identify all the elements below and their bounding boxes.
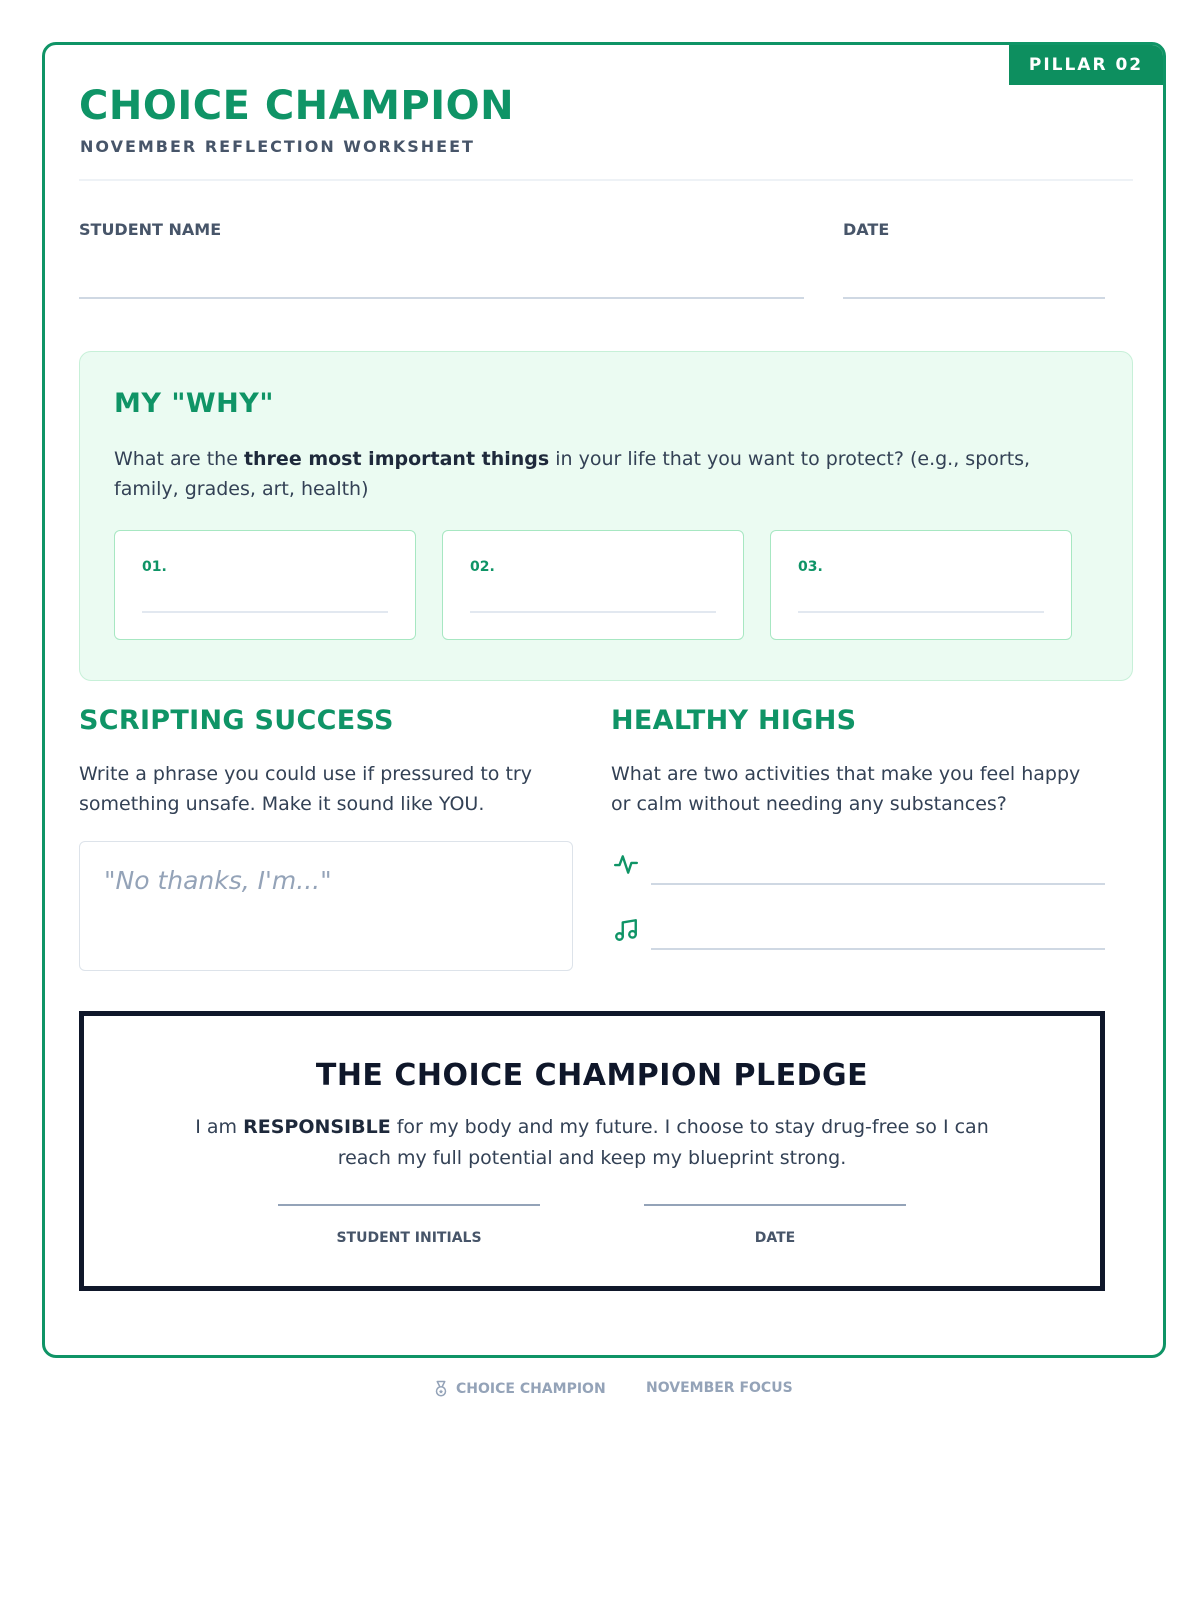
page-subtitle: NOVEMBER REFLECTION WORKSHEET	[80, 137, 475, 156]
pledge-date-label: DATE	[754, 1230, 796, 1246]
music-icon	[613, 917, 639, 943]
medal-icon	[432, 1380, 450, 1398]
why-slot-number: 02.	[470, 559, 495, 575]
activity-icon	[613, 851, 639, 877]
why-slot-line	[470, 611, 716, 613]
worksheet-card	[42, 42, 1166, 1358]
scripting-success-heading: SCRIPTING SUCCESS	[79, 705, 394, 736]
why-slot-line	[142, 611, 388, 613]
date-label: DATE	[843, 220, 890, 239]
student-name-label: STUDENT NAME	[79, 220, 222, 239]
why-slot-number: 03.	[798, 559, 823, 575]
why-slot-3[interactable]	[770, 530, 1072, 640]
initials-signature-line[interactable]	[278, 1204, 540, 1206]
page-title: CHOICE CHAMPION	[79, 83, 515, 129]
pledge-date-line[interactable]	[644, 1204, 906, 1206]
date-field[interactable]	[843, 297, 1105, 299]
pledge-text: I am RESPONSIBLE for my body and my future. I choose to stay drug-free so I can reach my full potential and keep my blueprint strong.	[195, 1116, 989, 1169]
why-slot-1[interactable]	[114, 530, 416, 640]
my-why-heading: MY "WHY"	[114, 388, 274, 419]
scripting-placeholder: "No thanks, I'm..."	[104, 866, 332, 895]
why-slot-number: 01.	[142, 559, 167, 575]
healthy-highs-line-1[interactable]	[651, 883, 1105, 885]
student-name-field[interactable]	[79, 297, 804, 299]
healthy-highs-heading: HEALTHY HIGHS	[611, 705, 857, 736]
pillar-badge: PILLAR 02	[1009, 45, 1163, 85]
healthy-highs-prompt: What are two activities that make you feel happy or calm without needing any substances?	[611, 763, 1081, 815]
healthy-highs-line-2[interactable]	[651, 948, 1105, 950]
footer-focus	[646, 1380, 793, 1396]
initials-label: STUDENT INITIALS	[336, 1230, 482, 1246]
my-why-prompt: What are the three most important things in your life that you want to protect? (e.g., sports, family, grades, art, health)	[114, 448, 1031, 500]
footer-left-text: CHOICE CHAMPION	[456, 1381, 606, 1397]
footer-brand	[432, 1380, 606, 1398]
pledge-heading: THE CHOICE CHAMPION PLEDGE	[315, 1058, 869, 1093]
my-why-section	[79, 351, 1133, 681]
footer-right-text: NOVEMBER FOCUS	[646, 1380, 793, 1396]
why-slot-line	[798, 611, 1044, 613]
scripting-success-prompt: Write a phrase you could use if pressured to try something unsafe. Make it sound like YOU.	[79, 763, 532, 815]
why-slot-2[interactable]	[442, 530, 744, 640]
header-divider	[79, 179, 1133, 181]
pledge-box	[79, 1011, 1105, 1291]
scripting-answer-box[interactable]	[79, 841, 573, 971]
